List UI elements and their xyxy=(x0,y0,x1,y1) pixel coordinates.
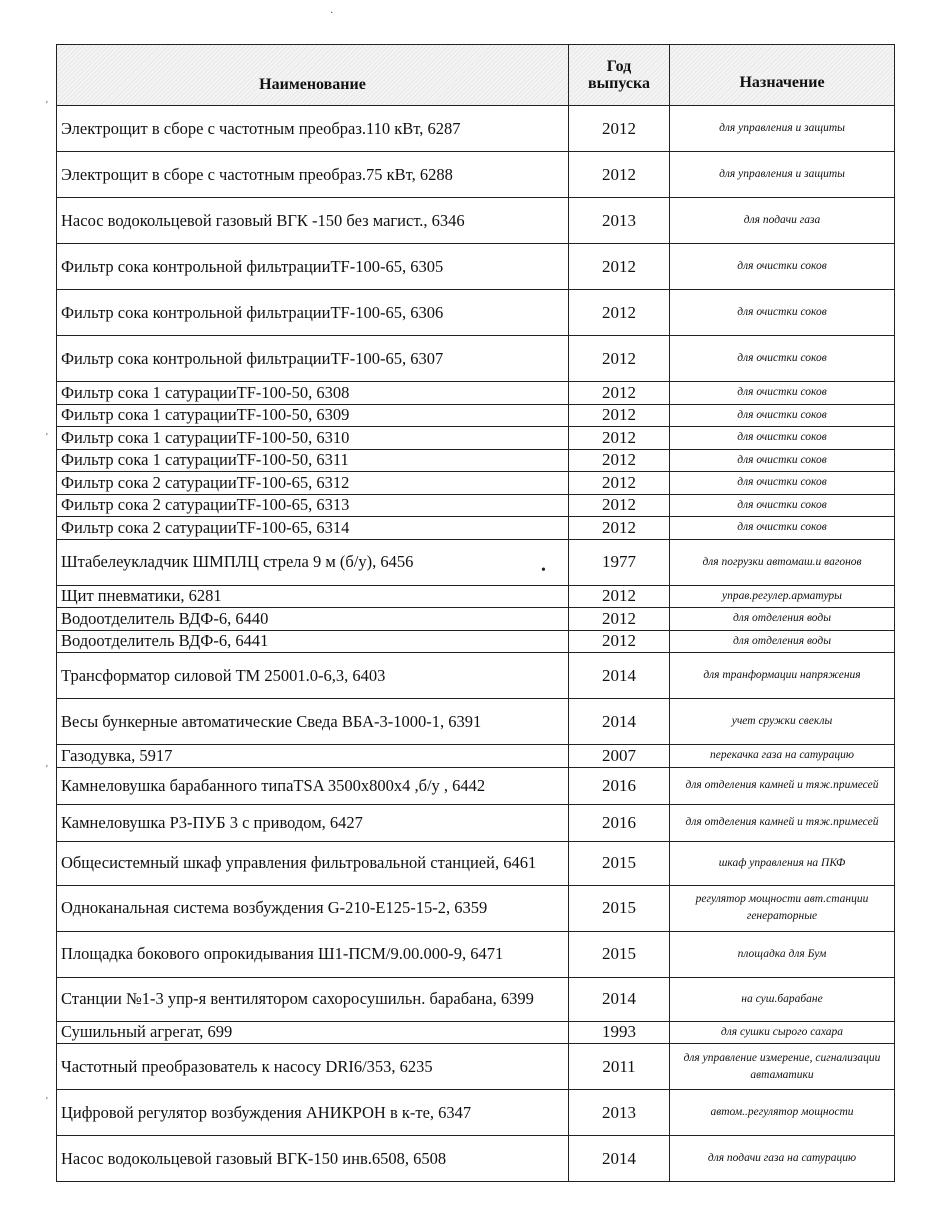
cell-name: Электрощит в сборе с частотным преобраз.110 кВт, 6287 xyxy=(57,106,569,152)
cell-purpose: для очистки соков xyxy=(670,404,895,427)
header-name: Наименование xyxy=(57,45,569,106)
table-row xyxy=(57,841,895,885)
cell-purpose: для подачи газа xyxy=(670,198,895,244)
cell-name: Водоотделитель ВДФ-6, 6440 xyxy=(57,608,569,631)
scan-speck: ' xyxy=(46,764,48,775)
cell-year: 2012 xyxy=(569,494,670,517)
table-row xyxy=(57,494,895,517)
table-row xyxy=(57,336,895,382)
table-row xyxy=(57,1136,895,1182)
cell-purpose: для погрузки автомаш.и вагонов xyxy=(670,539,895,585)
cell-purpose: для транформации напряжения xyxy=(670,653,895,699)
table-row xyxy=(57,290,895,336)
cell-year: 2012 xyxy=(569,517,670,540)
scan-speck: ' xyxy=(46,432,48,443)
cell-year: 2012 xyxy=(569,404,670,427)
cell-name: Насос водокольцевой газовый ВГК -150 без магист., 6346 xyxy=(57,198,569,244)
table-row xyxy=(57,1090,895,1136)
cell-purpose: для очистки соков xyxy=(670,517,895,540)
cell-name: Трансформатор силовой ТМ 25001.0-6,3, 6403 xyxy=(57,653,569,699)
cell-year: 2015 xyxy=(569,885,670,931)
cell-name: Водоотделитель ВДФ-6, 6441 xyxy=(57,630,569,653)
cell-purpose: для отделения воды xyxy=(670,630,895,653)
cell-name: Цифровой регулятор возбуждения АНИКРОН в к-те, 6347 xyxy=(57,1090,569,1136)
cell-year: 2015 xyxy=(569,931,670,977)
cell-purpose: управ.регулер.арматуры xyxy=(670,585,895,608)
cell-name: Площадка бокового опрокидывания Ш1-ПСМ/9.00.000-9, 6471 xyxy=(57,931,569,977)
cell-year: 2012 xyxy=(569,106,670,152)
cell-name: Фильтр сока 1 сатурацииTF-100-50, 6308 xyxy=(57,382,569,405)
cell-purpose: для очистки соков xyxy=(670,494,895,517)
cell-name: Камнеловушка барабанного типаTSA 3500х800х4 ,б/у , 6442 xyxy=(57,767,569,804)
cell-purpose: для очистки соков xyxy=(670,244,895,290)
table-row xyxy=(57,1044,895,1090)
table-row xyxy=(57,198,895,244)
cell-name: Одноканальная система возбуждения G-210-E125-15-2, 6359 xyxy=(57,885,569,931)
table-row xyxy=(57,699,895,745)
cell-year: 2014 xyxy=(569,1136,670,1182)
cell-year: 2014 xyxy=(569,653,670,699)
table-row xyxy=(57,885,895,931)
table-row xyxy=(57,404,895,427)
scan-speck: ' xyxy=(46,100,48,111)
cell-purpose: для очистки соков xyxy=(670,472,895,495)
cell-name: Фильтр сока 1 сатурацииTF-100-50, 6309 xyxy=(57,404,569,427)
cell-year: 2012 xyxy=(569,585,670,608)
table-row xyxy=(57,745,895,768)
cell-year: 2012 xyxy=(569,427,670,450)
cell-purpose: для сушки сырого сахара xyxy=(670,1021,895,1044)
cell-purpose: для очистки соков xyxy=(670,336,895,382)
cell-year: 2012 xyxy=(569,152,670,198)
table-row xyxy=(57,382,895,405)
scan-speck: · xyxy=(330,8,334,19)
cell-purpose: регулятор мощности авт.станции генераторные xyxy=(670,885,895,931)
cell-name: Сушильный агрегат, 699 xyxy=(57,1021,569,1044)
table-row xyxy=(57,427,895,450)
cell-name: Газодувка, 5917 xyxy=(57,745,569,768)
table-row xyxy=(57,1021,895,1044)
cell-year: 2012 xyxy=(569,382,670,405)
table-row xyxy=(57,977,895,1021)
header-purpose: Назначение xyxy=(670,45,895,106)
cell-purpose: автом..регулятор мощности xyxy=(670,1090,895,1136)
cell-name: Фильтр сока контрольной фильтрацииTF-100-65, 6307 xyxy=(57,336,569,382)
cell-purpose: для отделения воды xyxy=(670,608,895,631)
cell-purpose: площадка для Бум xyxy=(670,931,895,977)
table-header-row xyxy=(57,45,895,106)
cell-year: 2007 xyxy=(569,745,670,768)
cell-year: 2015 xyxy=(569,841,670,885)
cell-name: Общесистемный шкаф управления фильтровальной станцией, 6461 xyxy=(57,841,569,885)
table-row xyxy=(57,449,895,472)
cell-name: Фильтр сока контрольной фильтрацииTF-100-65, 6305 xyxy=(57,244,569,290)
cell-name: Насос водокольцевой газовый ВГК-150 инв.6508, 6508 xyxy=(57,1136,569,1182)
table-row xyxy=(57,585,895,608)
cell-purpose: для очистки соков xyxy=(670,290,895,336)
cell-purpose: на суш.барабане xyxy=(670,977,895,1021)
cell-name: Камнеловушка Р3-ПУБ 3 с приводом, 6427 xyxy=(57,804,569,841)
cell-name: Щит пневматики, 6281 xyxy=(57,585,569,608)
cell-year: 2014 xyxy=(569,977,670,1021)
cell-name: Штабелеукладчик ШМПЛЦ стрела 9 м (б/у), 6456 xyxy=(57,539,569,585)
cell-purpose: для очистки соков xyxy=(670,427,895,450)
table-row xyxy=(57,517,895,540)
cell-year: 1977 xyxy=(569,539,670,585)
cell-name: Фильтр сока 2 сатурацииTF-100-65, 6312 xyxy=(57,472,569,495)
cell-year: 1993 xyxy=(569,1021,670,1044)
cell-name: Станции №1-3 упр-я вентилятором сахоросушильн. барабана, 6399 xyxy=(57,977,569,1021)
table-row xyxy=(57,630,895,653)
cell-purpose: для управления и защиты xyxy=(670,106,895,152)
cell-year: 2012 xyxy=(569,608,670,631)
cell-year: 2012 xyxy=(569,290,670,336)
cell-year: 2012 xyxy=(569,244,670,290)
cell-purpose: для подачи газа на сатурацию xyxy=(670,1136,895,1182)
cell-year: 2012 xyxy=(569,630,670,653)
cell-purpose: шкаф управления на ПКФ xyxy=(670,841,895,885)
cell-year: 2013 xyxy=(569,1090,670,1136)
cell-year: 2012 xyxy=(569,449,670,472)
table-row xyxy=(57,608,895,631)
cell-purpose: учет сружки свеклы xyxy=(670,699,895,745)
table-row xyxy=(57,767,895,804)
header-year-text: Год выпуска xyxy=(588,58,650,92)
cell-year: 2016 xyxy=(569,767,670,804)
cell-name: Частотный преобразователь к насосу DRI6/353, 6235 xyxy=(57,1044,569,1090)
header-year xyxy=(569,45,670,106)
equipment-table xyxy=(56,44,895,1182)
cell-name: Фильтр сока 1 сатурацииTF-100-50, 6310 xyxy=(57,427,569,450)
cell-name: Весы бункерные автоматические Сведа ВБА-3-1000-1, 6391 xyxy=(57,699,569,745)
cell-purpose: для управления и защиты xyxy=(670,152,895,198)
cell-year: 2012 xyxy=(569,336,670,382)
cell-name: Фильтр сока 1 сатурацииTF-100-50, 6311 xyxy=(57,449,569,472)
cell-name: Фильтр сока 2 сатурацииTF-100-65, 6313 xyxy=(57,494,569,517)
table-row xyxy=(57,106,895,152)
cell-year: 2016 xyxy=(569,804,670,841)
cell-name: Фильтр сока контрольной фильтрацииTF-100-65, 6306 xyxy=(57,290,569,336)
cell-purpose: для очистки соков xyxy=(670,449,895,472)
cell-year: 2012 xyxy=(569,472,670,495)
cell-year: 2013 xyxy=(569,198,670,244)
table-row xyxy=(57,653,895,699)
cell-year: 2011 xyxy=(569,1044,670,1090)
cell-purpose: для отделения камней и тяж.примесей xyxy=(670,767,895,804)
table-row xyxy=(57,804,895,841)
table-row xyxy=(57,931,895,977)
scan-speck: • xyxy=(541,563,546,578)
cell-year: 2014 xyxy=(569,699,670,745)
table-row xyxy=(57,472,895,495)
table-row xyxy=(57,152,895,198)
cell-purpose: для очистки соков xyxy=(670,382,895,405)
cell-name: Электрощит в сборе с частотным преобраз.75 кВт, 6288 xyxy=(57,152,569,198)
table-row xyxy=(57,244,895,290)
cell-name: Фильтр сока 2 сатурацииTF-100-65, 6314 xyxy=(57,517,569,540)
table-row xyxy=(57,539,895,585)
cell-purpose: для управление измерение, сигнализации автаматики xyxy=(670,1044,895,1090)
cell-purpose: для отделения камней и тяж.примесей xyxy=(670,804,895,841)
scan-speck: ' xyxy=(46,1096,48,1107)
cell-purpose: перекачка газа на сатурацию xyxy=(670,745,895,768)
